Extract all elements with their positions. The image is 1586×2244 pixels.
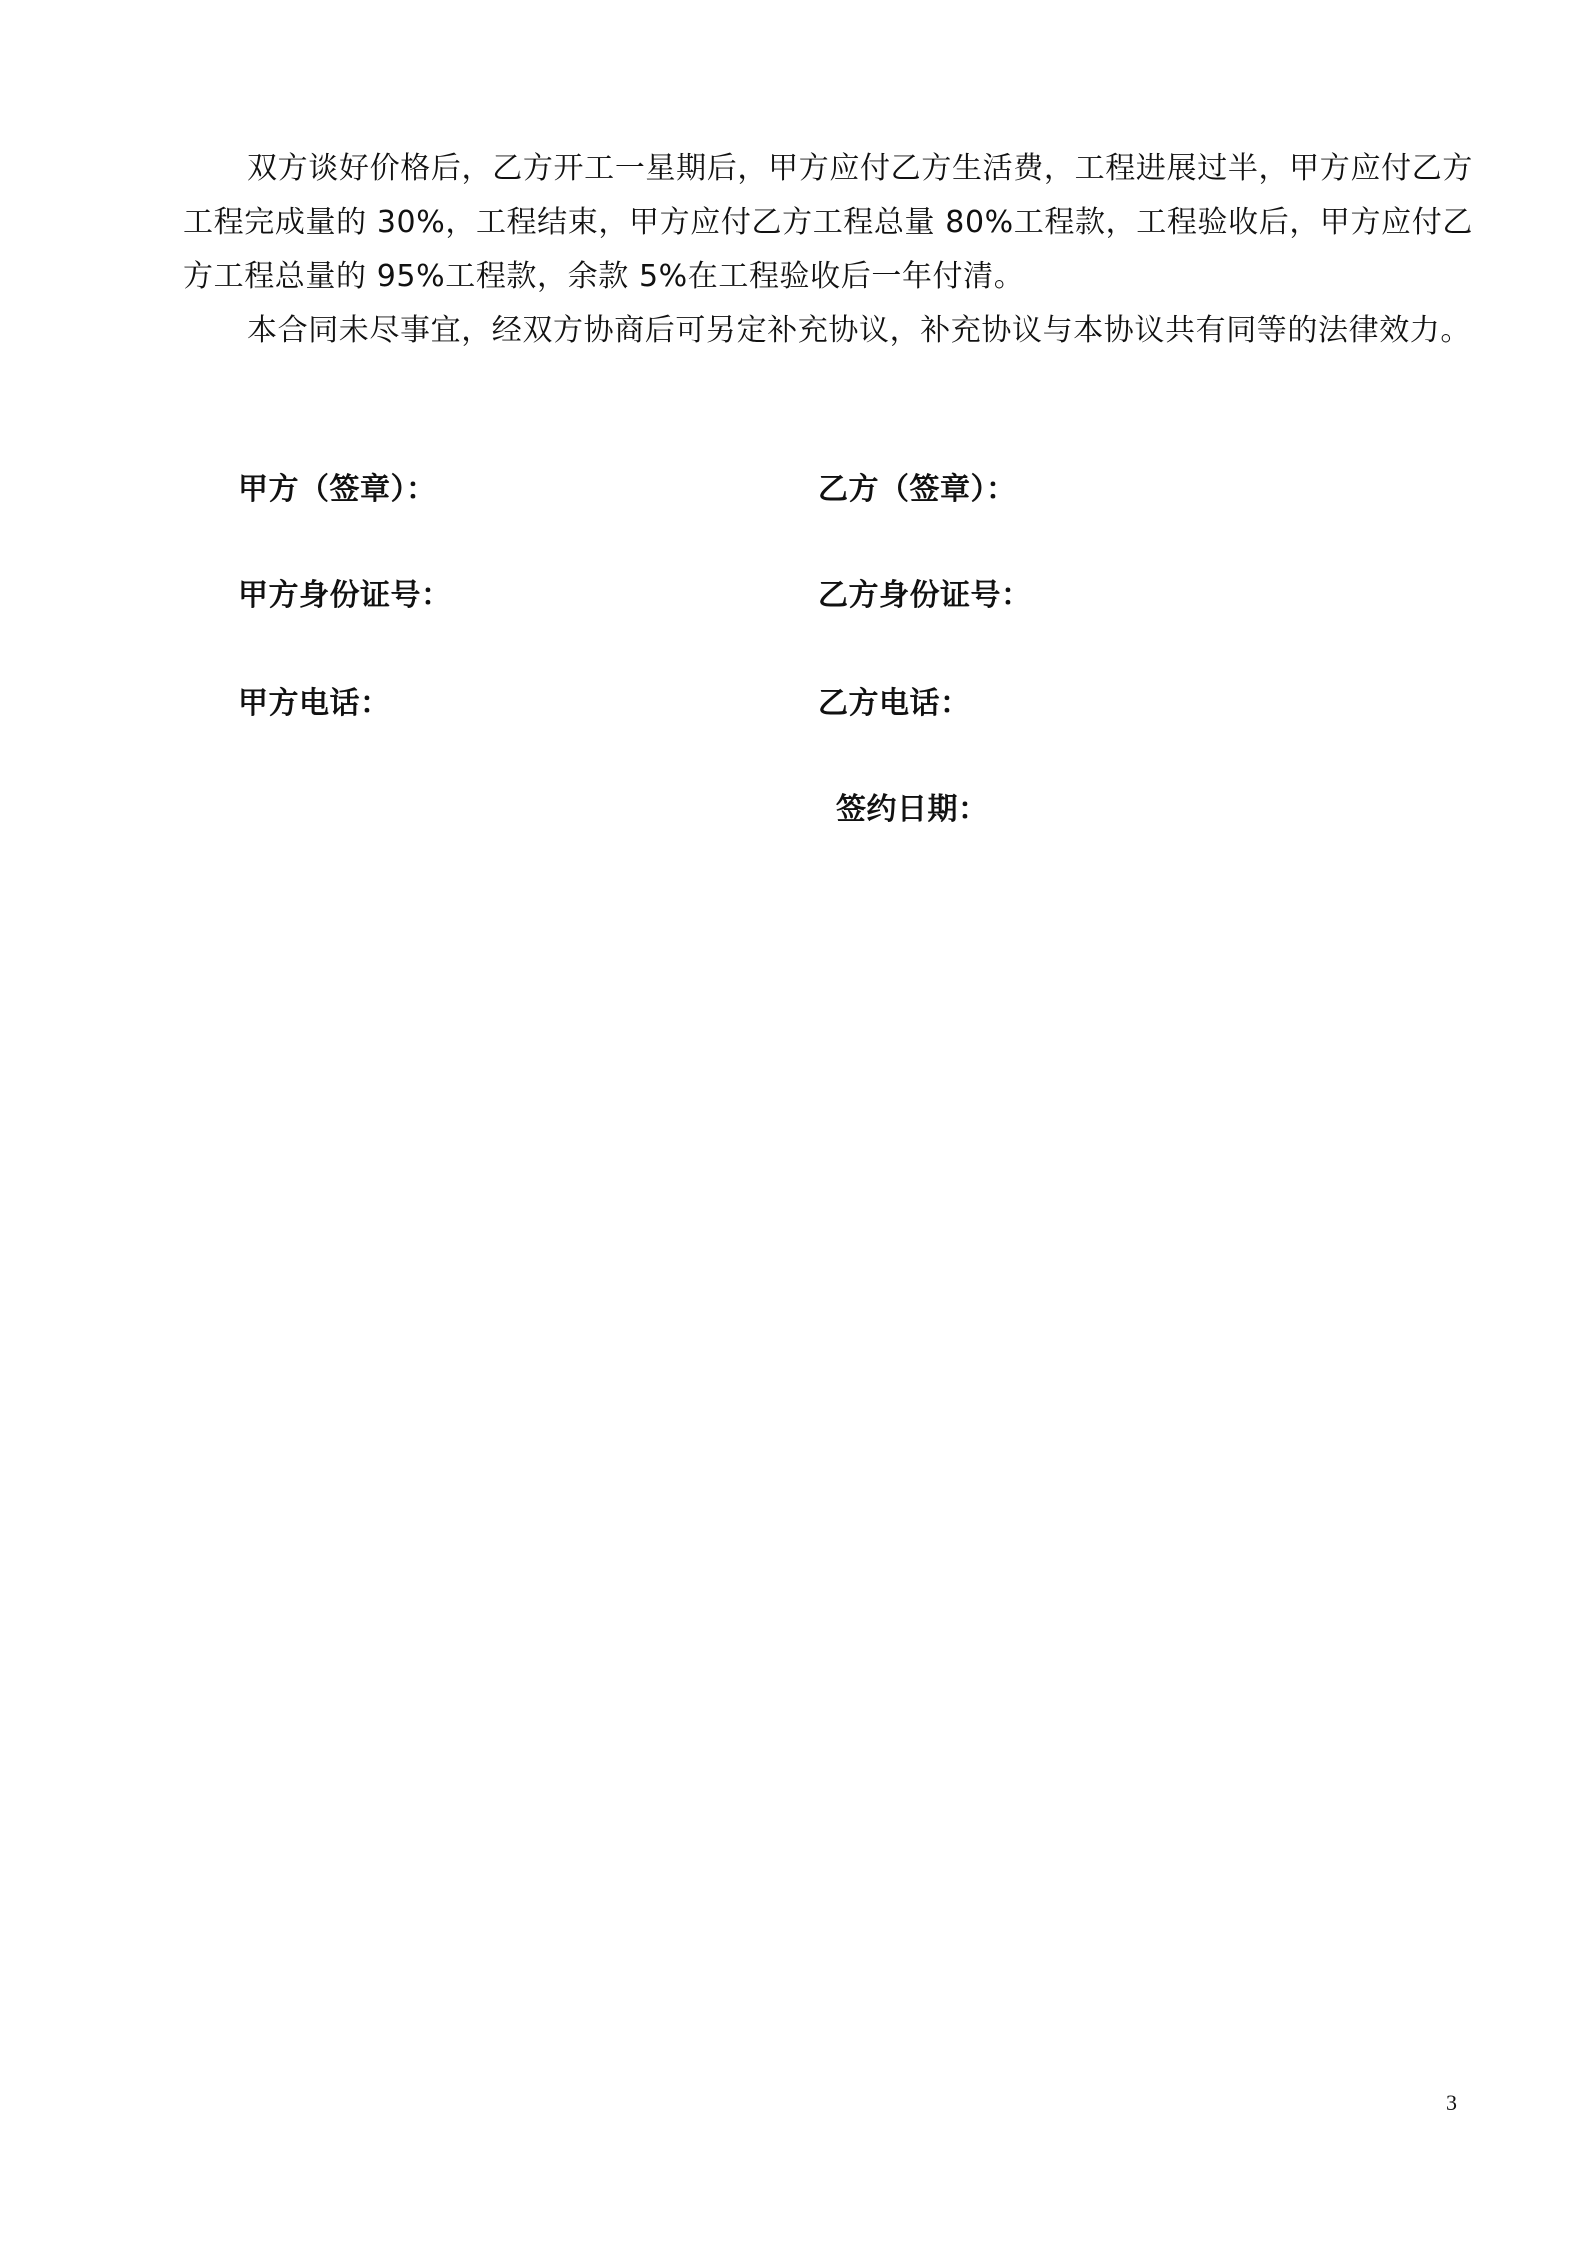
party-a-phone-label: 甲方电话： <box>238 686 391 721</box>
party-b-phone-label: 乙方电话： <box>818 686 971 721</box>
supplementary-agreement-paragraph: 本合同未尽事宜，经双方协商后可另定补充协议，补充协议与本协议共有同等的法律效力。 <box>247 313 1471 348</box>
signing-date-label: 签约日期： <box>836 792 989 827</box>
party-b-id-label: 乙方身份证号： <box>818 578 1032 613</box>
party-a-seal-label: 甲方（签章）： <box>238 472 437 507</box>
contract-body <box>183 142 1473 358</box>
party-a-id-label: 甲方身份证号： <box>238 578 452 613</box>
party-b-seal-label: 乙方（签章）： <box>818 472 1017 507</box>
page-number: 3 <box>1446 2090 1457 2115</box>
payment-terms-paragraph: 双方谈好价格后，乙方开工一星期后，甲方应付乙方生活费，工程进展过半，甲方应付乙方工程完成量的 30%，工程结束，甲方应付乙方工程总量 80%工程款，工程验收后，甲方应付乙方工程总量的 95%工程款，余款 5%在工程验收后一年付清。 <box>183 151 1473 294</box>
